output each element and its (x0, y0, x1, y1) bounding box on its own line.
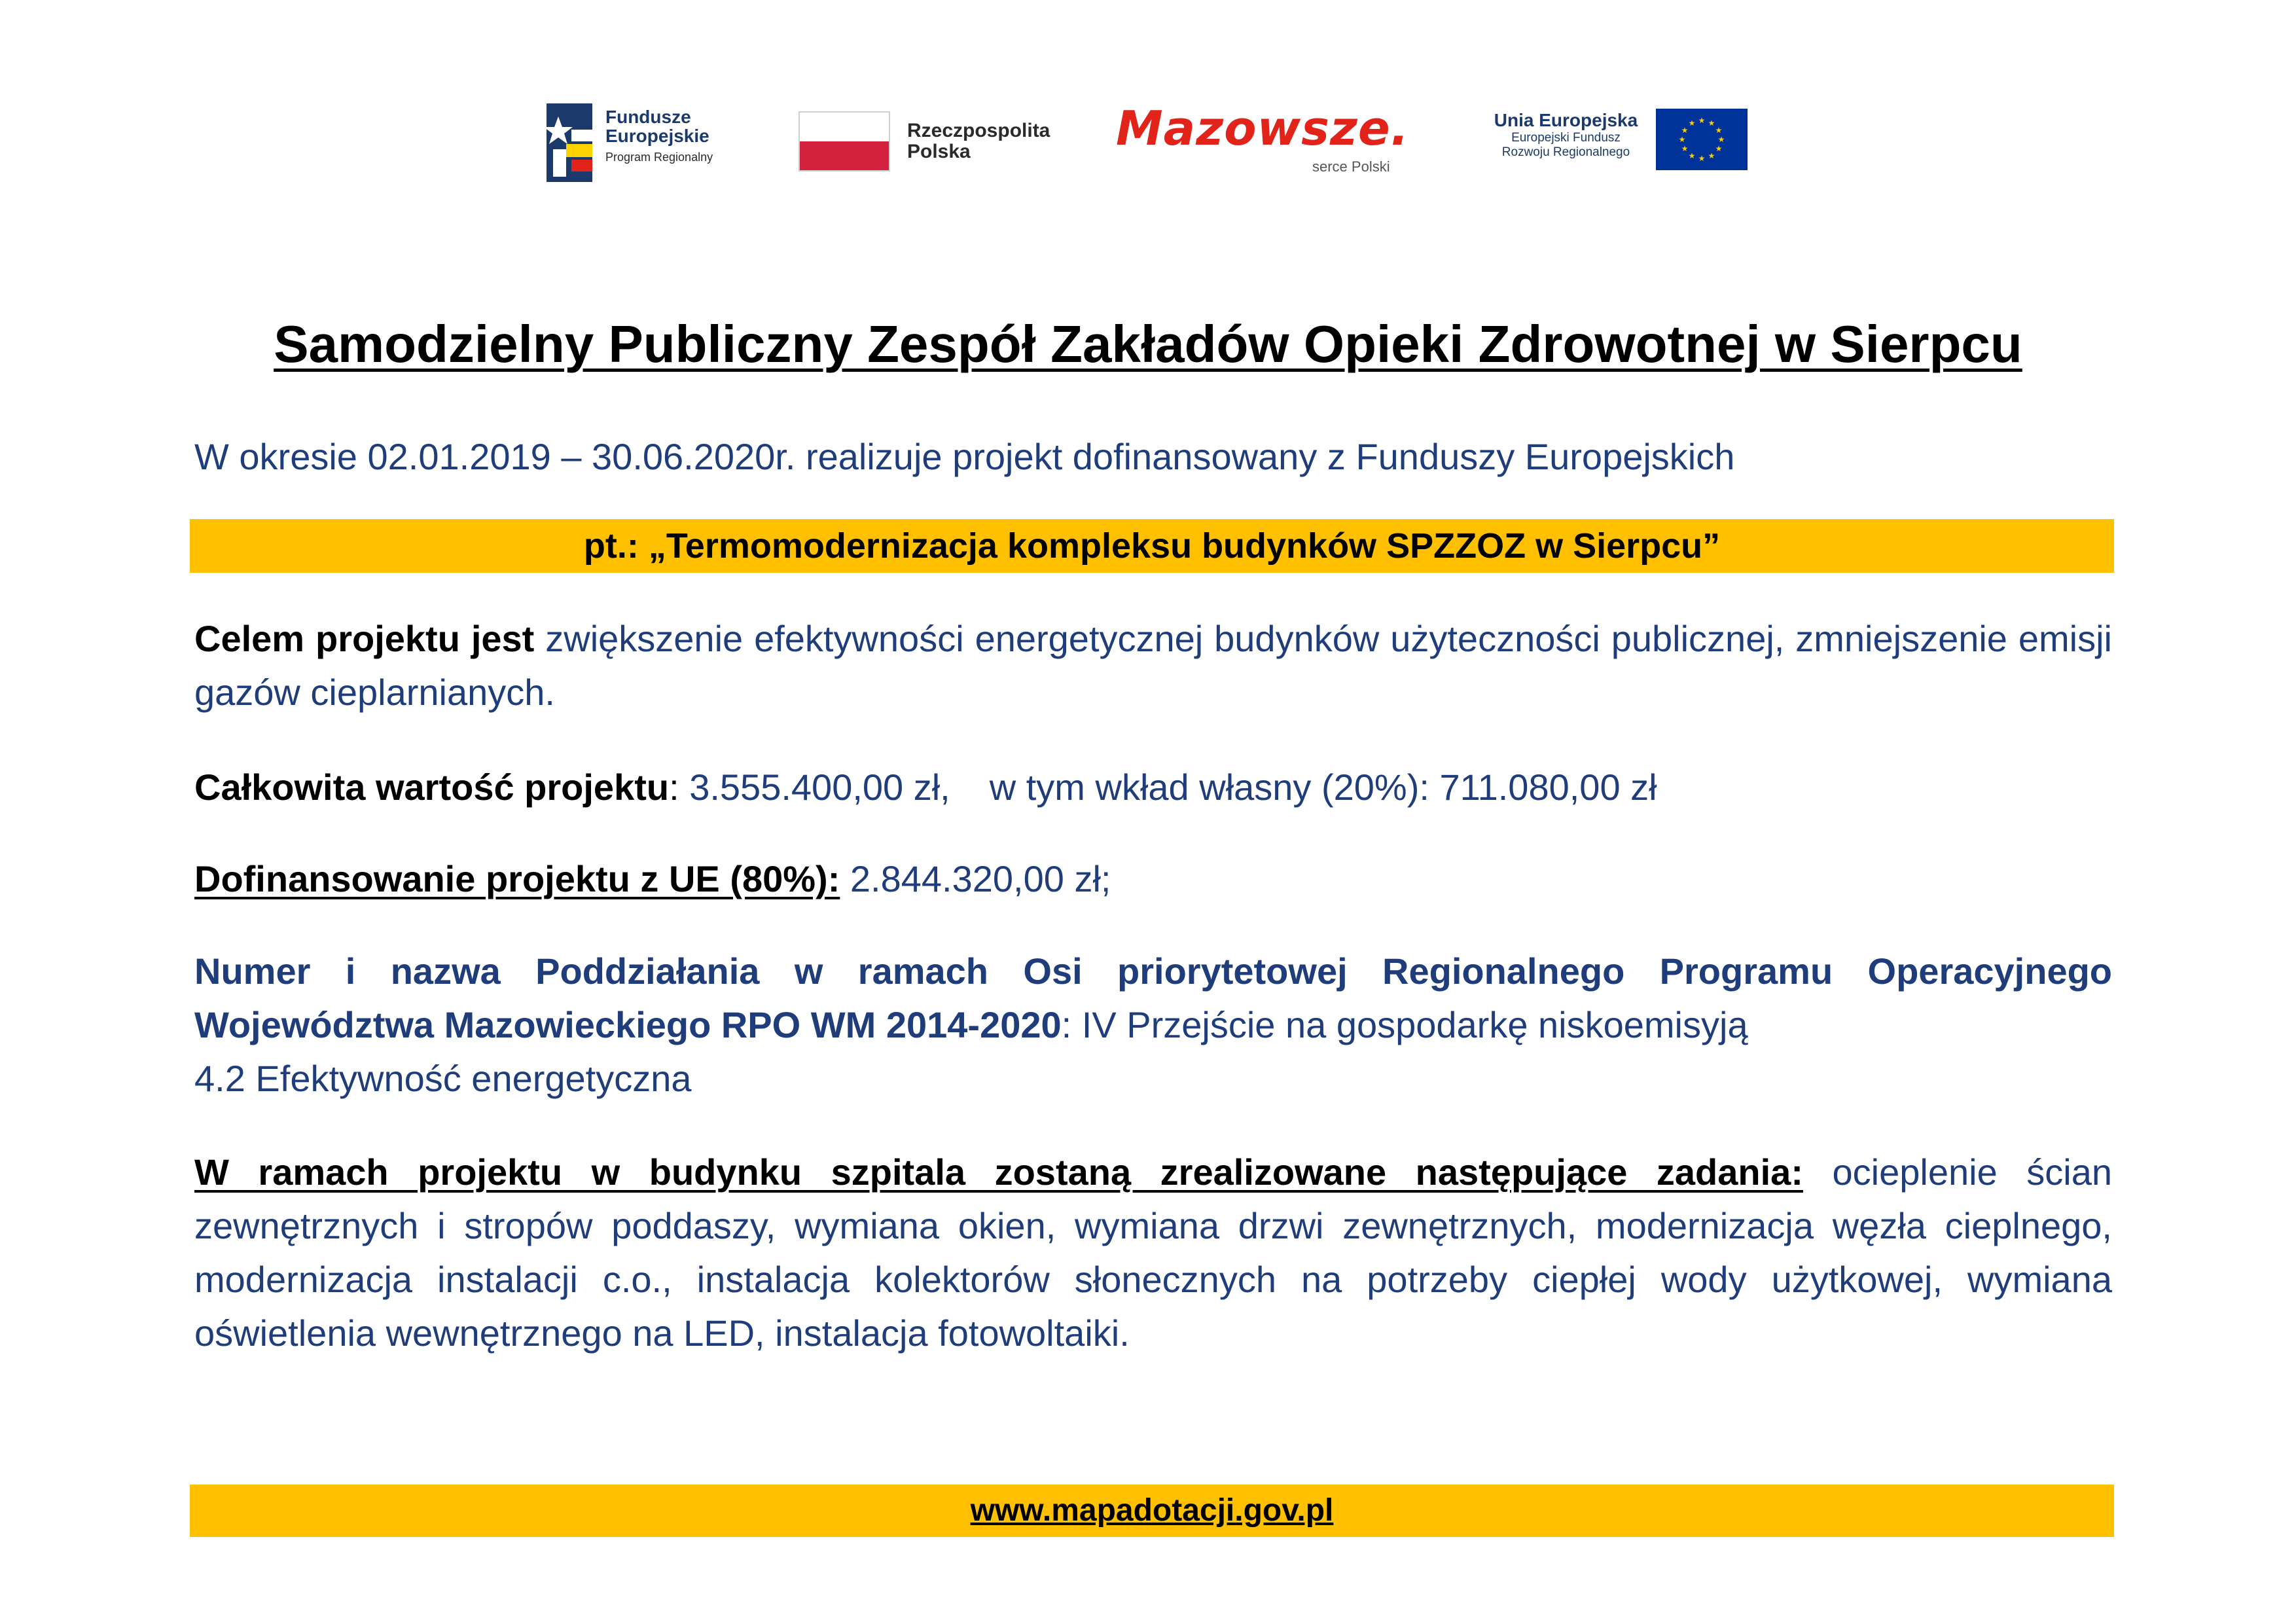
fundusze-europejskie-mark-icon (547, 103, 592, 182)
eu-flag-icon (1656, 109, 1748, 170)
eu-funding-paragraph (194, 852, 2112, 906)
fe-logo-text (605, 107, 713, 164)
eu-logo-line2: Europejski Fundusz (1511, 131, 1621, 145)
total-separator: : (669, 767, 690, 808)
eu-funding-value: 2.844.320,00 zł; (840, 858, 1111, 899)
total-label: Całkowita wartość projektu (194, 767, 670, 808)
axis-value-line1: IV Przejście na gospodarkę niskoemisyją (1081, 1004, 1748, 1045)
eu-funding-label: Dofinansowanie projektu z UE (80%): (194, 858, 840, 899)
project-period-intro: W okresie 02.01.2019 – 30.06.2020r. realizuje projekt dofinansowany z Funduszy Europejskich (194, 436, 1735, 477)
eu-logo-text (1486, 110, 1646, 160)
svg-text:★: ★ (1698, 116, 1706, 125)
tasks-label: W ramach projektu w budynku szpitala zostaną zrealizowane następujące zadania: (194, 1151, 1803, 1193)
svg-text:★: ★ (1688, 151, 1696, 160)
rp-logo-line2: Polska (907, 140, 971, 162)
svg-text:★: ★ (1708, 151, 1715, 160)
svg-text:★: ★ (1678, 135, 1686, 144)
rzeczpospolita-polska-logo (798, 98, 1073, 190)
axis-value-line2: 4.2 Efektywność energetyczna (194, 1058, 692, 1099)
fe-logo-line3: Program Regionalny (605, 150, 713, 164)
svg-text:★: ★ (1698, 154, 1706, 163)
svg-text:★: ★ (1717, 135, 1725, 144)
fe-logo-line1: Fundusze (605, 107, 691, 127)
svg-text:★: ★ (1715, 144, 1723, 153)
eu-logo-line1: Unia Europejska (1494, 110, 1638, 130)
polish-flag-icon (798, 111, 890, 171)
eu-logo-line3: Rozwoju Regionalnego (1501, 145, 1630, 160)
project-total-value (194, 761, 2112, 814)
project-tasks-paragraph (194, 1146, 2112, 1360)
logo-bar (547, 98, 1764, 190)
own-contribution: w tym wkład własny (20%): 711.080,00 zł (989, 767, 1657, 808)
project-title-banner: pt.: „Termomodernizacja kompleksu budynków SPZZOZ w Sierpcu” (190, 519, 2114, 573)
mazowsze-logo (1116, 98, 1456, 190)
tasks-text: ocieplenie ścian zewnętrznych i stropów poddaszy, wymiana okien, wymiana drzwi zewnętrznych, modernizacja węzła cieplnego, modernizacja instalacji c.o., instalacja kolektorów słonecznych na potrzeby ciepłej wody użytkowej, wymiana oświetlenia wewnętrznego na LED, instalacja fotowoltaiki. (194, 1151, 2112, 1354)
axis-separator: : (1061, 1004, 1082, 1045)
page-title: Samodzielny Publiczny Zespół Zakładów Opieki Zdrowotnej w Sierpcu (274, 315, 2022, 373)
svg-text:★: ★ (1708, 118, 1715, 128)
total-value: 3.555.400,00 zł, (689, 767, 950, 808)
mazowsze-tagline: serce Polski (1312, 158, 1390, 175)
footer-url-link[interactable]: www.mapadotacji.gov.pl (190, 1485, 2114, 1537)
goal-text: zwiększenie efektywności energetycznej budynków użyteczności publicznej, zmniejszenie emisji gazów cieplarnianych. (194, 618, 2112, 713)
fundusze-europejskie-logo (547, 98, 749, 190)
mazowsze-wordmark: Mazowsze. (1116, 101, 1410, 156)
svg-text:★: ★ (1715, 126, 1723, 135)
project-goal-paragraph (194, 612, 2112, 719)
rp-logo-line1: Rzeczpospolita (907, 120, 1050, 141)
svg-text:★: ★ (1681, 144, 1689, 153)
fe-logo-line2: Europejskie (605, 126, 709, 147)
goal-label: Celem projektu jest (194, 618, 535, 659)
svg-text:★: ★ (1688, 118, 1696, 128)
axis-label: Numer i nazwa Poddziałania w ramach Osi priorytetowej Regionalnego Programu Operacyjnego Województwa Mazowieckiego RPO WM 2014-2020 (194, 950, 2112, 1045)
unia-europejska-logo (1486, 98, 1764, 190)
rp-logo-text (907, 120, 1050, 162)
svg-text:★: ★ (1681, 126, 1689, 135)
priority-axis-paragraph (194, 945, 2112, 1106)
